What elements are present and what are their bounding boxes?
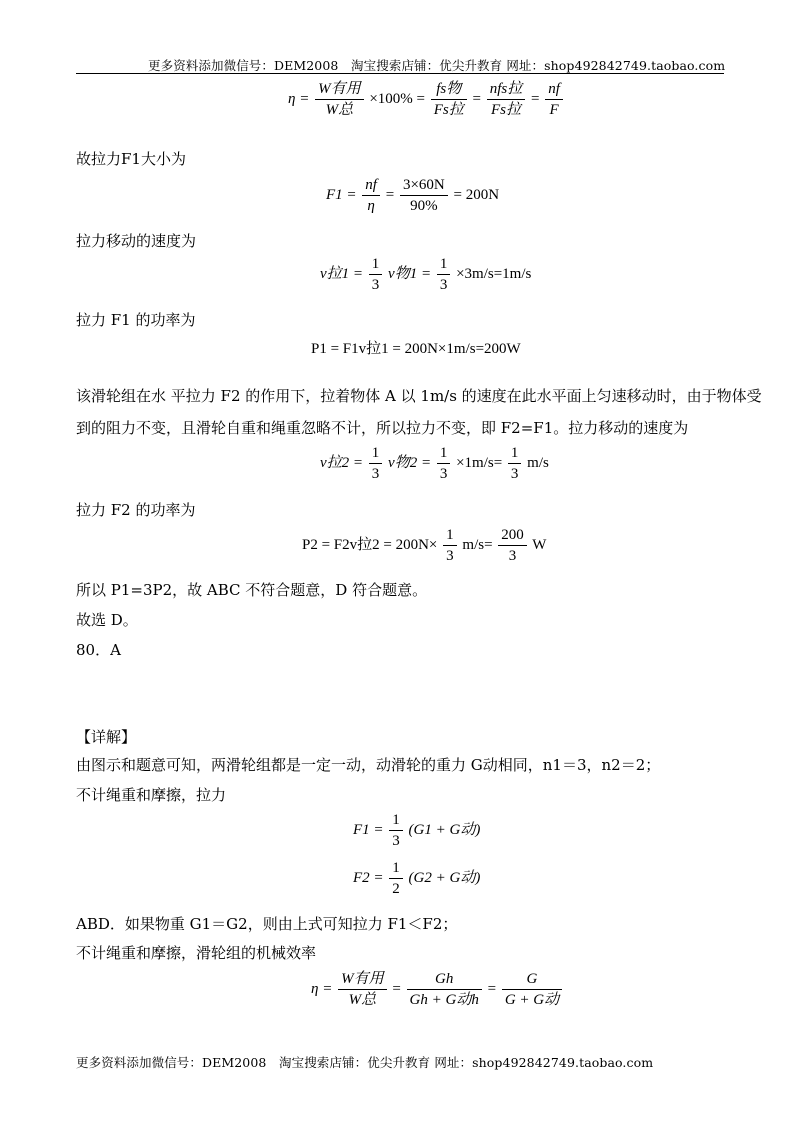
fraction bbox=[502, 970, 562, 1009]
fraction-numerator: W有用 bbox=[338, 970, 387, 990]
eq-term: F2 = bbox=[353, 869, 384, 886]
eq-term: = bbox=[531, 90, 540, 107]
paragraph-line: 该滑轮组在水 平拉力 F2 的作用下，拉着物体 A 以 1m/s 的速度在此水平面上匀速移动时，由于物体受 bbox=[76, 387, 762, 405]
fraction bbox=[362, 176, 380, 215]
eq-term: v拉2 = bbox=[320, 454, 364, 471]
eq-term: η = bbox=[288, 90, 310, 107]
equation-force-2 bbox=[353, 859, 480, 898]
eq-term: v拉1 = bbox=[320, 265, 364, 282]
page-footer: 更多资料添加微信号：DEM2008 淘宝搜索店铺：优尖升教育 网址：shop492842749.taobao.com bbox=[76, 1055, 654, 1070]
fraction bbox=[389, 811, 403, 850]
fraction-denominator: W总 bbox=[325, 102, 354, 118]
header-rule bbox=[76, 73, 724, 74]
fraction-numerator: W有用 bbox=[315, 80, 364, 100]
paragraph: ABD．如果物重 G1＝G2，则由上式可知拉力 F1＜F2； bbox=[76, 915, 458, 933]
eq-term: (G2 + G动) bbox=[408, 869, 481, 886]
fraction-denominator: 3 bbox=[439, 277, 448, 293]
fraction-numerator: 1 bbox=[389, 811, 403, 831]
eq-term: ×3m/s=1m/s bbox=[456, 265, 532, 282]
fraction-denominator: 2 bbox=[392, 881, 400, 897]
equation-force bbox=[326, 176, 499, 215]
eq-term: η = bbox=[311, 980, 333, 997]
paragraph: 拉力 F2 的功率为 bbox=[76, 501, 196, 519]
equation-speed-2 bbox=[320, 444, 549, 483]
fraction bbox=[407, 970, 482, 1009]
paragraph: 故选 D。 bbox=[76, 611, 138, 629]
paragraph: 由图示和题意可知，两滑轮组都是一定一动，动滑轮的重力 G动相同，n1＝3，n2＝2； bbox=[76, 756, 661, 774]
fraction bbox=[498, 526, 527, 565]
fraction-denominator: F bbox=[549, 102, 559, 118]
fraction-denominator: 3 bbox=[446, 548, 454, 564]
fraction-denominator: 3 bbox=[508, 548, 517, 564]
paragraph: 拉力移动的速度为 bbox=[76, 232, 197, 250]
fraction bbox=[315, 80, 364, 119]
eq-term: P2 = F2v拉2 = 200N× bbox=[302, 536, 438, 553]
fraction-numerator: nf bbox=[362, 176, 380, 196]
fraction-numerator: G bbox=[502, 970, 562, 990]
equation-power-2 bbox=[302, 526, 546, 565]
equation-power-1 bbox=[311, 337, 521, 358]
fraction bbox=[400, 176, 448, 215]
equation-speed-1 bbox=[320, 255, 531, 294]
fraction-denominator: Gh + G动h bbox=[409, 992, 479, 1008]
paragraph: 故拉力F1大小为 bbox=[76, 150, 186, 168]
paragraph: 不计绳重和摩擦，滑轮组的机械效率 bbox=[76, 944, 317, 962]
fraction-numerator: 200 bbox=[498, 526, 527, 546]
fraction bbox=[508, 444, 522, 483]
fraction-denominator: 3 bbox=[371, 277, 380, 293]
fraction-numerator: 1 bbox=[389, 859, 403, 879]
equation-efficiency-2 bbox=[311, 970, 564, 1009]
fraction bbox=[487, 80, 526, 119]
fraction bbox=[369, 255, 383, 294]
eq-term: = bbox=[385, 186, 395, 203]
fraction-numerator: nf bbox=[545, 80, 563, 100]
eq-term: P1 = F1v拉1 = 200N×1m/s=200W bbox=[311, 341, 521, 357]
eq-term: F1 = bbox=[353, 821, 384, 838]
fraction bbox=[389, 859, 403, 898]
fraction-denominator: Fs拉 bbox=[433, 102, 464, 118]
fraction-numerator: nfs拉 bbox=[487, 80, 526, 100]
fraction-numerator: 3×60N bbox=[400, 176, 448, 196]
eq-term: W bbox=[532, 536, 547, 553]
eq-term: = 200N bbox=[453, 186, 500, 203]
eq-term: ×100% = bbox=[369, 90, 425, 107]
fraction-denominator: 90% bbox=[410, 198, 438, 214]
paragraph-line: 到的阻力不变，且滑轮自重和绳重忽略不计，所以拉力不变，即 F2=F1。拉力移动的速度为 bbox=[76, 419, 689, 437]
eq-term: ×1m/s= bbox=[456, 454, 503, 471]
fraction-numerator: 1 bbox=[508, 444, 522, 464]
eq-term: = bbox=[487, 980, 497, 997]
fraction-denominator: 3 bbox=[392, 833, 400, 849]
fraction bbox=[443, 526, 457, 565]
fraction-denominator: G + G动 bbox=[504, 992, 560, 1008]
fraction-numerator: 1 bbox=[437, 255, 451, 275]
eq-term: v物2 = bbox=[388, 454, 432, 471]
eq-term: m/s= bbox=[462, 536, 493, 553]
paragraph: 不计绳重和摩擦，拉力 bbox=[76, 786, 227, 804]
eq-term: = bbox=[392, 980, 401, 997]
eq-term: F1 = bbox=[326, 186, 357, 203]
fraction-numerator: 1 bbox=[369, 444, 383, 464]
fraction-denominator: 3 bbox=[371, 466, 380, 482]
fraction-numerator: 1 bbox=[437, 444, 451, 464]
eq-term: v物1 = bbox=[388, 265, 432, 282]
eq-term: (G1 + G动) bbox=[408, 821, 481, 838]
paragraph: 所以 P1=3P2，故 ABC 不符合题意，D 符合题意。 bbox=[76, 581, 428, 599]
fraction-numerator: 1 bbox=[443, 526, 457, 546]
equation-efficiency bbox=[288, 80, 565, 119]
section-heading: 【详解】 bbox=[76, 728, 137, 746]
fraction-denominator: η bbox=[367, 198, 375, 214]
fraction bbox=[545, 80, 563, 119]
fraction bbox=[369, 444, 383, 483]
fraction-denominator: 3 bbox=[510, 466, 519, 482]
fraction-denominator: Fs拉 bbox=[490, 102, 521, 118]
fraction-denominator: 3 bbox=[439, 466, 448, 482]
paragraph: 拉力 F1 的功率为 bbox=[76, 311, 196, 329]
fraction bbox=[437, 255, 451, 294]
equation-force-1 bbox=[353, 811, 480, 850]
page-header: 更多资料添加微信号：DEM2008 淘宝搜索店铺：优尖升教育 网址：shop492842749.taobao.com bbox=[148, 58, 726, 73]
fraction bbox=[338, 970, 387, 1009]
fraction-numerator: Gh bbox=[407, 970, 482, 990]
eq-term: = bbox=[472, 90, 481, 107]
fraction bbox=[437, 444, 451, 483]
eq-term: m/s bbox=[527, 454, 549, 471]
fraction-numerator: 1 bbox=[369, 255, 383, 275]
fraction-numerator: fs物 bbox=[431, 80, 467, 100]
fraction bbox=[431, 80, 467, 119]
question-number: 80．A bbox=[76, 641, 121, 659]
fraction-denominator: W总 bbox=[348, 992, 377, 1008]
